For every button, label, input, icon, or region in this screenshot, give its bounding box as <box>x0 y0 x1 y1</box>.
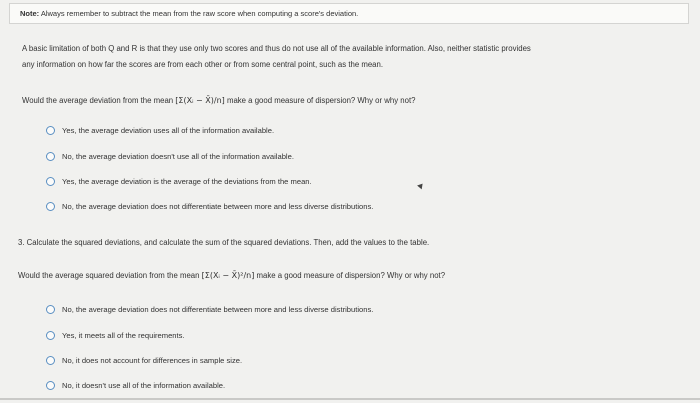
q1-option-4-label: No, the average deviation does not differentiate between more and less diverse distributions. <box>62 202 374 211</box>
radio-button[interactable] <box>46 356 55 365</box>
note-text <box>20 9 358 18</box>
q1-option-3-label: Yes, the average deviation is the average of the deviations from the mean. <box>62 177 312 186</box>
q1-option-1-label: Yes, the average deviation uses all of the information available. <box>62 126 275 135</box>
question-2-prefix: Would the average squared deviation from the mean <box>18 271 200 280</box>
question-1-prefix: Would the average deviation from the mean <box>22 96 174 105</box>
step-3-instruction: 3. Calculate the squared deviations, and calculate the sum of the squared deviations. Then, add the values to the table. <box>18 238 430 247</box>
radio-button[interactable] <box>46 126 55 135</box>
radio-button[interactable] <box>46 381 55 390</box>
q1-option-2-label: No, the average deviation doesn't use all of the information available. <box>62 152 294 161</box>
question-2-suffix: make a good measure of dispersion? Why or why not? <box>256 271 446 280</box>
radio-button[interactable] <box>46 177 55 186</box>
q2-option-4-label: No, it doesn't use all of the information available. <box>62 381 226 390</box>
q1-option-3[interactable] <box>46 177 312 186</box>
note-body: Always remember to subtract the mean from the raw score when computing a score's deviation. <box>40 9 359 18</box>
question-2-formula: [Σ(Xᵢ − X̄)²/n] <box>201 271 255 280</box>
radio-button[interactable] <box>46 331 55 340</box>
question-1-suffix: make a good measure of dispersion? Why or why not? <box>226 96 416 105</box>
intro-line-1: A basic limitation of both Q and R is that they use only two scores and thus do not use all of the available information. Also, neither statistic provides <box>22 44 531 53</box>
mouse-pointer-icon <box>417 182 425 190</box>
intro-paragraph <box>22 41 682 73</box>
intro-line-2: any information on how far the scores are from each other or from some central point, such as the mean. <box>22 60 383 69</box>
question-1-formula: [Σ(Xᵢ − X̄)/n] <box>175 96 225 105</box>
radio-button[interactable] <box>46 152 55 161</box>
q2-option-1-label: No, the average deviation does not differentiate between more and less diverse distributions. <box>62 305 374 314</box>
q1-option-1[interactable] <box>46 126 274 135</box>
bottom-divider <box>0 398 700 400</box>
q2-option-3[interactable] <box>46 356 242 365</box>
q1-option-4[interactable] <box>46 202 373 211</box>
question-1 <box>22 96 415 105</box>
q2-option-3-label: No, it does not account for differences in sample size. <box>62 356 243 365</box>
q2-option-2-label: Yes, it meets all of the requirements. <box>62 331 185 340</box>
radio-button[interactable] <box>46 305 55 314</box>
q2-option-4[interactable] <box>46 381 225 390</box>
q2-option-2[interactable] <box>46 331 185 340</box>
question-2 <box>18 271 445 280</box>
note-label: Note: <box>20 9 40 18</box>
q2-option-1[interactable] <box>46 305 373 314</box>
radio-button[interactable] <box>46 202 55 211</box>
q1-option-2[interactable] <box>46 152 294 161</box>
